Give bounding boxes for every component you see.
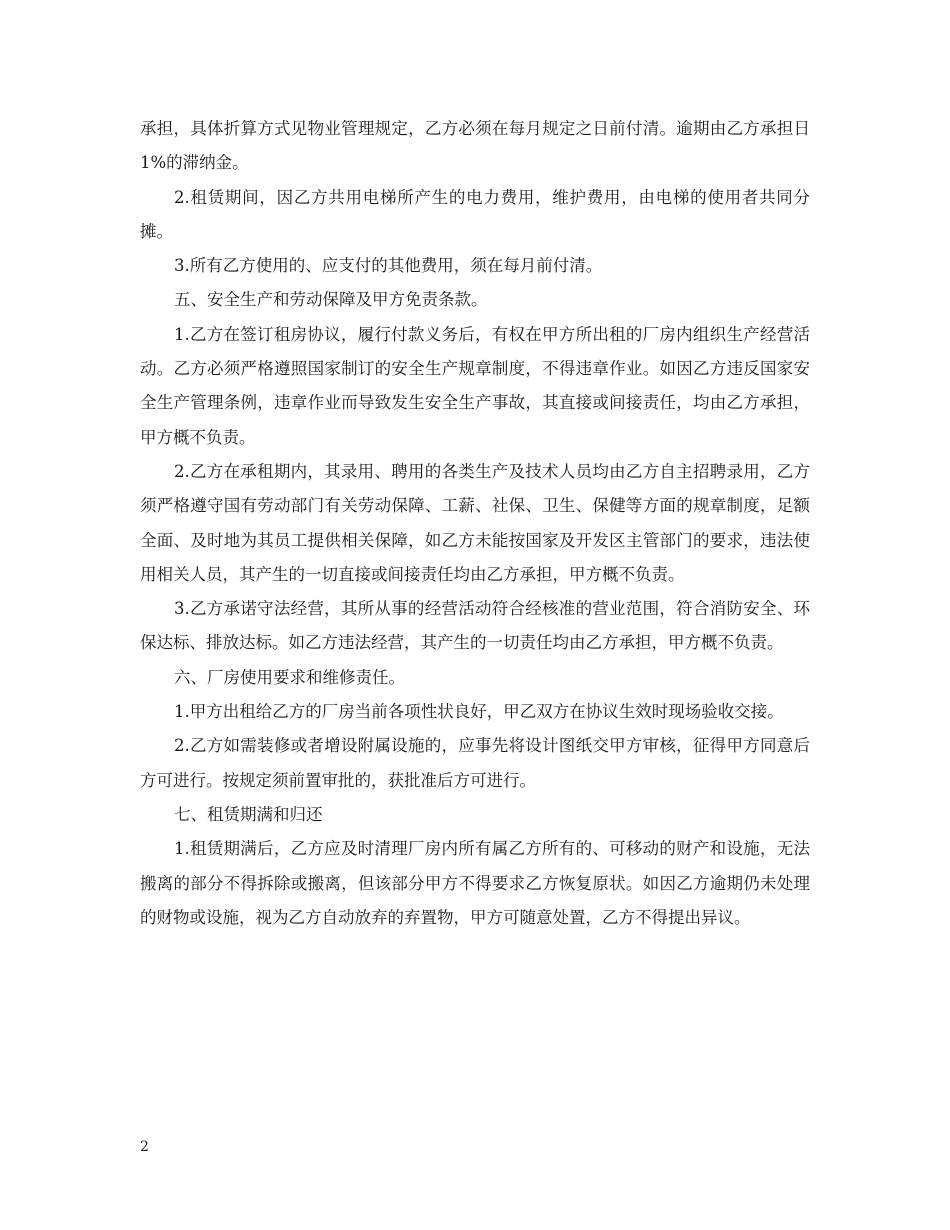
section-heading-safety: 五、安全生产和劳动保障及甲方免责条款。 (174, 290, 488, 310)
page-number: 2 (140, 1139, 149, 1155)
paragraph-labor-protection: 2.乙方在承租期内，其录用、聘用的各类生产及技术人员均由乙方自主招聘录用，乙方须严格遵守国有劳动部门有关劳动保障、工薪、社保、卫生、保健等方面的规章制度，足额全面、及时地为其员工提供相关保障，如乙方未能按国家及开发区主管部门的要求，违法使用相关人员，其产生的一切直接或间接责任均由乙方承担，甲方概不负责。 (140, 461, 810, 584)
section-heading-lease-expiry: 七、租赁期满和归还 (174, 804, 323, 824)
paragraph-renovation: 2.乙方如需装修或者增设附属设施的，应事先将设计图纸交甲方审核，征得甲方同意后方可进行。按规定须前置审批的，获批准后方可进行。 (140, 736, 810, 790)
document-body (140, 112, 810, 935)
paragraph-lawful-operation: 3.乙方承诺守法经营，其所从事的经营活动符合经核准的营业范围，符合消防安全、环保达标、排放达标。如乙方违法经营，其产生的一切责任均由乙方承担，甲方概不负责。 (140, 599, 810, 653)
paragraph-elevator-fees: 2.租赁期间，因乙方共用电梯所产生的电力费用，维护费用，由电梯的使用者共同分摊。 (140, 187, 810, 241)
paragraph-continuation: 承担，具体折算方式见物业管理规定，乙方必须在每月规定之日前付清。逾期由乙方承担日 1%的滞纳金。 (140, 119, 810, 173)
section-heading-usage-maintenance: 六、厂房使用要求和维修责任。 (174, 667, 405, 687)
paragraph-other-fees: 3.所有乙方使用的、应支付的其他费用，须在每月前付清。 (174, 256, 603, 276)
paragraph-expiry-clearance: 1.租赁期满后，乙方应及时清理厂房内所有属乙方所有的、可移动的财产和设施，无法搬离的部分不得拆除或搬离，但该部分甲方不得要求乙方恢复原状。如因乙方逾期仍未处理的财物或设施，视为乙方自动放弃的弃置物，甲方可随意处置，乙方不得提出异议。 (140, 839, 810, 927)
paragraph-handover: 1.甲方出租给乙方的厂房当前各项性状良好，甲乙双方在协议生效时现场验收交接。 (174, 702, 784, 722)
paragraph-safety-production: 1.乙方在签订租房协议，履行付款义务后，有权在甲方所出租的厂房内组织生产经营活动。乙方必须严格遵照国家制订的安全生产规章制度，不得违章作业。如因乙方违反国家安全生产管理条例，违章作业而导致发生安全生产事故，其直接或间接责任，均由乙方承担，甲方概不负责。 (140, 324, 810, 447)
